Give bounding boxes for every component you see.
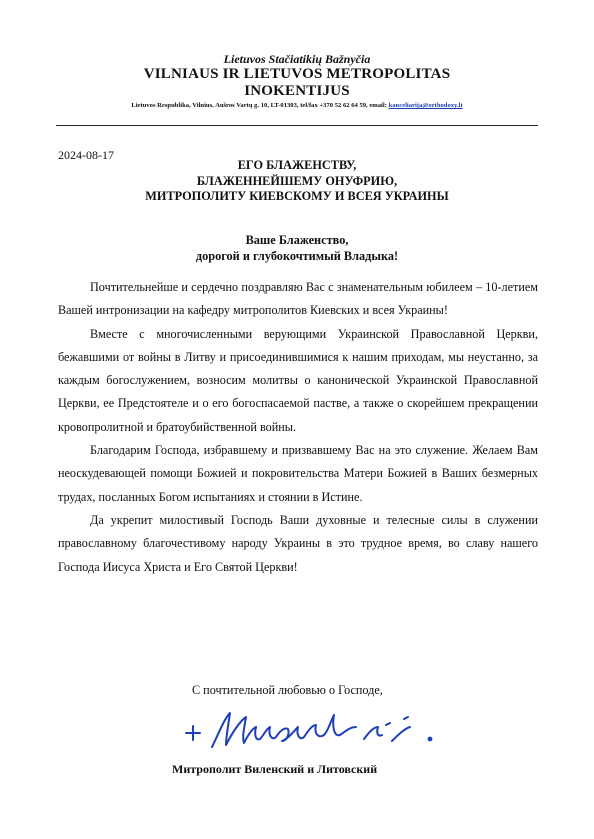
- addressee-block: [0, 158, 594, 205]
- body-paragraph: Да укрепит милостивый Господь Ваши духовные и телесные силы в служении православному благочестивому народу Украины в это трудное время, во славу нашего Господа Иисуса Христа и Его Святой Церкви!: [58, 512, 538, 574]
- metropolitan-title-line2: INOKENTIJUS: [244, 83, 350, 99]
- body-paragraph: Вместе с многочисленными верующими Украинской Православной Церкви, бежавшими от войны в Литву и присоединившимися к нашим приходам, мы неустанно, за каждым богослужением, возносим молитвы о канонической Украинской Православной Церкви, ее Предстоятеле и о его богоспасаемой пастве, а также о скорейшем прекращении кровопролитной и братоубийственной войны.: [58, 326, 538, 434]
- signer-name: Митрополит Виленский и Литовский: [172, 762, 378, 776]
- email-link[interactable]: kanceliarija@orthodoxy.lt: [388, 102, 463, 109]
- handwritten-signature: [178, 705, 448, 755]
- metropolitan-title-line1: VILNIAUS IR LIETUVOS METROPOLITAS: [143, 66, 451, 82]
- address-text: Lietuvos Respublika, Vilnius, Aušros Vartų g. 10, LT-01303, tel/fax +370 52 62 64 59, email:: [131, 102, 387, 109]
- addressee-line: ЕГО БЛАЖЕНСТВУ,: [237, 158, 357, 172]
- addressee-line: МИТРОПОЛИТУ КИЕВСКОМУ И ВСЕЯ УКРАИНЫ: [145, 189, 449, 203]
- closing-phrase: С почтительной любовью о Господе,: [192, 683, 383, 697]
- addressee-line: БЛАЖЕННЕЙШЕМУ ОНУФРИЮ,: [196, 173, 398, 188]
- salutation-line: Ваше Блаженство,: [245, 233, 349, 247]
- letter-body: [58, 276, 538, 579]
- letterhead: [0, 52, 594, 111]
- salutation: [0, 232, 594, 264]
- letterhead-divider: [56, 125, 538, 126]
- body-paragraph: Почтительнейше и сердечно поздравляю Вас с знаменательным юбилеем – 10-летием Вашей интронизации на кафедру митрополитов Киевских и всея Украины!: [58, 280, 538, 318]
- letter-date: 2024-08-17: [58, 148, 114, 162]
- salutation-line: дорогой и глубокочтимый Владыка!: [195, 249, 399, 263]
- church-name: Lietuvos Stačiatikių Bažnyčia: [223, 52, 371, 66]
- body-paragraph: Благодарим Господа, избравшему и призвавшему Вас на это служение. Желаем Вам неоскудевающей помощи Божией и покровительства Матери Божией в Ваших безмерных трудах, посланных Богом испытаниях и стоянии в Истине.: [58, 443, 538, 504]
- letterhead-address: [0, 101, 594, 111]
